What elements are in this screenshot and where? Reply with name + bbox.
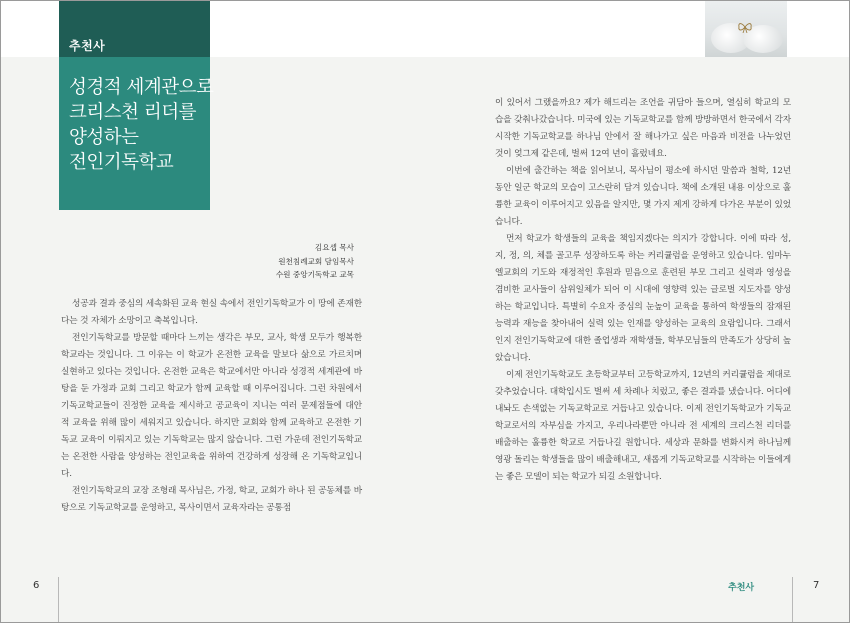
- right-page-number: 7: [813, 580, 820, 591]
- paragraph: 전인기독학교를 방문할 때마다 느끼는 생각은 부모, 교사, 학생 모두가 행복한 학교라는 것입니다. 그 이유는 이 학교가 온전한 교육을 말보다 삶으로 가르치며 실현하고 있다는 것입니다. 온전한 교육은 학교에서만 아니라 성경적 세계관에 바탕을 둔 가정과 교회 그리고 학교가 함께 교육할 때 이루어집니다. 그런 차원에서 기독교학교들이 진정한 교육을 제시하고 공교육이 지니는 여러 문제점들에 대안적 교육을 위해 많이 세워지고 있습니다. 하지만 교회와 함께 교육하고 온전한 기독교 교육이 이뤄지고 있는 기독학교는 많지 않습니다. 그런 가운데 전인기독학교는 온전한 사람을 양성하는 전인교육을 위하여 건강하게 성장해 온 기독학교입니다.: [61, 333, 362, 479]
- left-page-number: 6: [33, 580, 40, 591]
- paragraph: 먼저 학교가 학생들의 교육을 책임지겠다는 의지가 강합니다. 이에 따라 성, 지, 정, 의, 체를 골고루 성장하도록 하는 커리큘럼을 운영하고 있습니다. 임마누엘교회의 기도와 재정적인 후원과 믿음으로 훈련된 부모 그리고 실력과 영성을 겸비한 교사들이 삼위일체가 되어 이 시대에 영향력 있는 글로벌 지도자를 양성하는 학교입니다. 특별히 수요자 중심의 눈높이 교육을 통하여 학생들의 잠재된 능력과 재능을 찾아내어 실력 있는 인재를 양성하는 교육의 요람입니다. 그래서인지 전인기독학교에 대한 졸업생과 재학생들, 학부모님들의 만족도가 상당히 높았습니다.: [495, 234, 791, 363]
- author-name: 김요셉 목사: [314, 243, 354, 252]
- right-footer-rule: [792, 577, 793, 622]
- paragraph: 전인기독학교의 교장 조형래 목사님은, 가정, 학교, 교회가 하나 된 공동체를 바탕으로 기독교학교를 운영하고, 목사이면서 교육자라는 공통점: [61, 486, 362, 513]
- paragraph: 이 있어서 그랬을까요? 제가 해드리는 조언을 귀담아 들으며, 열심히 학교의 모습을 갖춰나갔습니다. 미국에 있는 기독교학교를 함께 방방하면서 한국에서 각자 시작한 기독교학교를 하나님 안에서 잘 해나가고 싶은 마음과 비전을 나누었던 것이 엊그제 같은데, 벌써 12여 년이 흘렀네요.: [495, 98, 791, 159]
- paragraph: 이번에 출간하는 책을 읽어보니, 목사님이 평소에 하시던 말씀과 철학, 12년 동안 일군 학교의 모습이 고스란히 담겨 있습니다. 책에 소개된 내용 이상으로 훌륭한 교육이 이루어지고 있음을 알지만, 몇 가지 제게 강하게 다가온 부분이 있었습니다.: [495, 166, 791, 227]
- author-byline: [276, 241, 354, 282]
- left-footer-rule: [58, 577, 59, 622]
- gift-hands-photo: [705, 1, 787, 57]
- section-label: 추천사: [69, 39, 106, 53]
- title-line: 전인기독학교: [69, 152, 174, 173]
- paragraph: 이제 전인기독학교도 초등학교부터 고등학교까지, 12년의 커리큘럼을 제대로 갖추었습니다. 대학입시도 벌써 세 차례나 치렀고, 좋은 결과를 냈습니다. 어디에 내놔도 손색없는 기독교학교로 거듭나고 있습니다. 이제 전인기독학교가 기독교학교로서의 자부심을 가지고, 우리나라뿐만 아니라 전 세계의 크리스천 리더를 배출하는 훌륭한 학교로 거듭나길 원합니다. 세상과 문화를 변화시켜 하나님께 영광 돌리는 학생들을 많이 배출해내고, 새롭게 기독교학교를 시작하는 이들에게는 좋은 모델이 되는 학교가 되길 소원합니다.: [495, 370, 791, 482]
- right-text-column: [495, 95, 791, 486]
- left-text-column: [61, 296, 362, 517]
- paragraph: 성공과 결과 중심의 세속화된 교육 현실 속에서 전인기독학교가 이 땅에 존재한다는 것 자체가 소망이고 축복입니다.: [61, 299, 362, 326]
- author-church: 원천침례교회 담임목사: [278, 256, 354, 266]
- title-line: 크리스천 리더를: [69, 102, 196, 123]
- title-line: 성경적 세계관으로: [69, 77, 214, 98]
- ribbon-bow-icon: [737, 21, 753, 33]
- article-title: [69, 75, 214, 175]
- title-line: 양성하는: [69, 127, 139, 148]
- author-school: 수원 중앙기독학교 교목: [275, 270, 354, 279]
- footer-section-label: 추천사: [728, 583, 755, 593]
